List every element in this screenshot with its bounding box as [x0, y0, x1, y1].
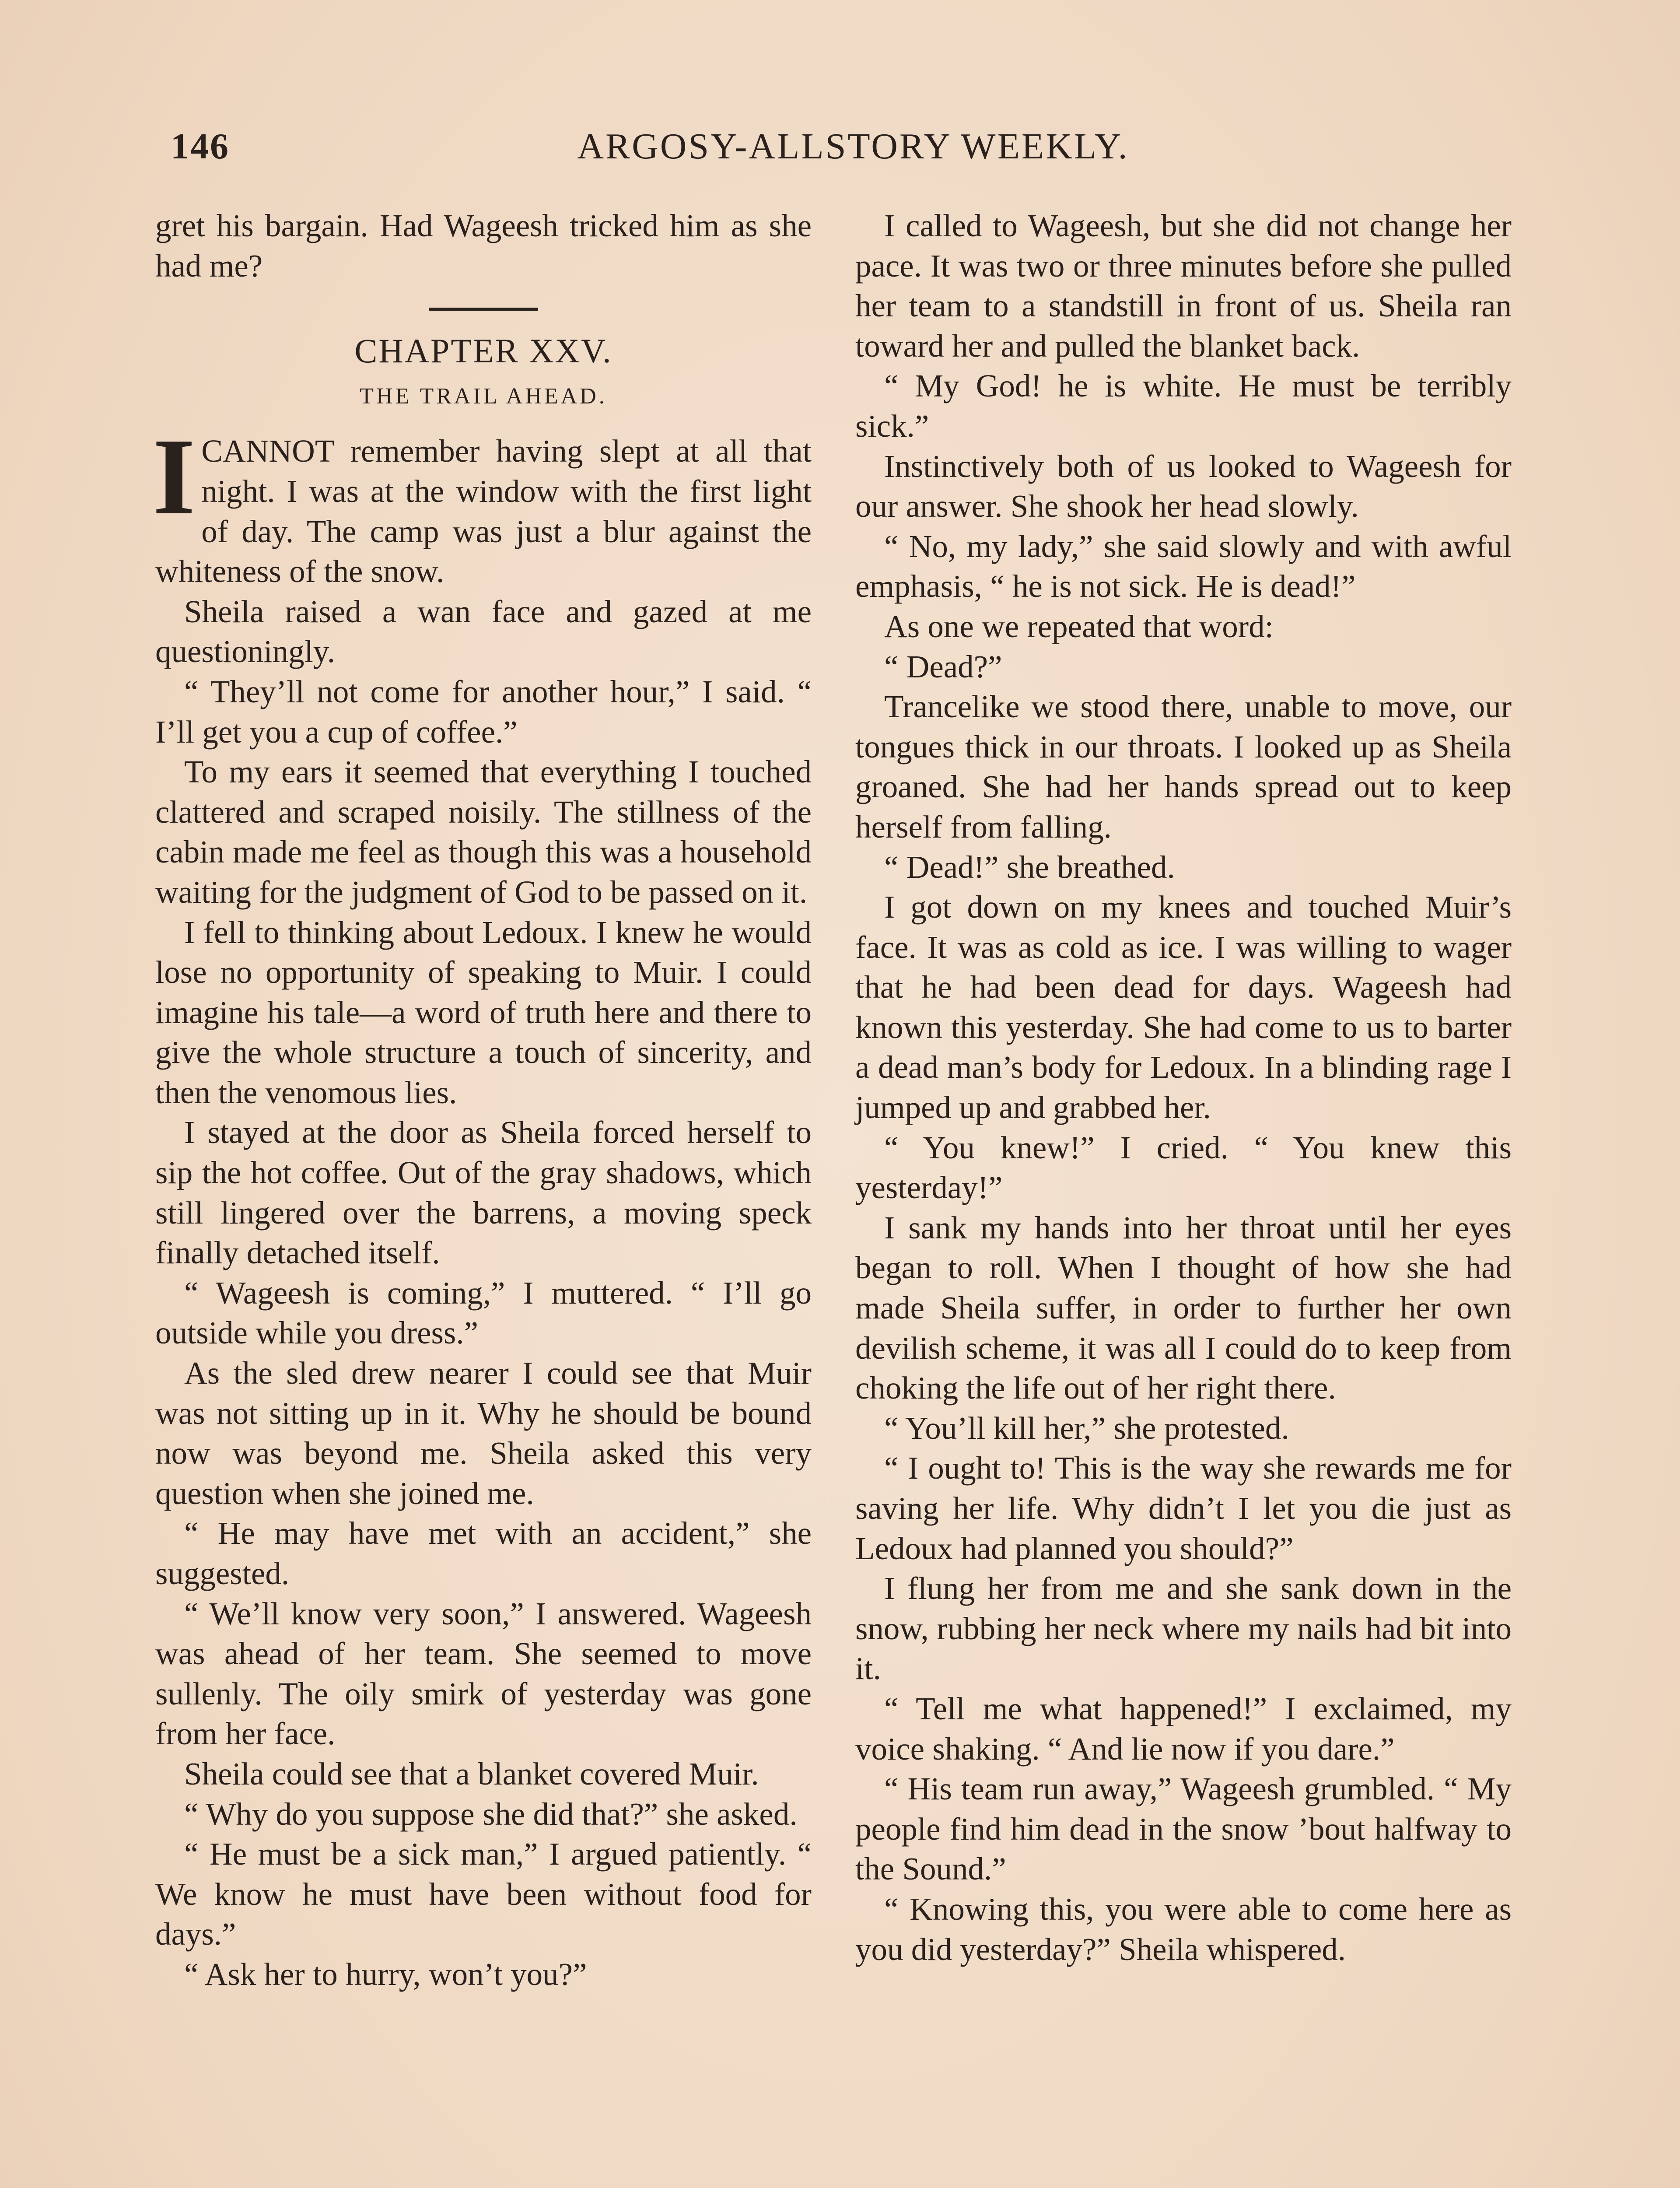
paragraph: “ My God! he is white. He must be terribly sick.”	[855, 368, 1512, 444]
page-header	[171, 125, 1536, 173]
paragraph: “ Ask her to hurry, won’t you?”	[184, 1956, 587, 1992]
paragraph: “ We’ll know very soon,” I answered. Wageesh was ahead of her team. She seemed to move sullenly. The oily smirk of yesterday was gone from her face.	[155, 1595, 812, 1752]
paragraph: “ Dead?”	[884, 649, 1002, 684]
section-divider	[429, 308, 538, 311]
paragraph: I flung her from me and she sank down in the snow, rubbing her neck where my nails had bit into it.	[855, 1571, 1512, 1687]
left-column	[155, 206, 812, 1995]
chapter-title: CHAPTER XXV.	[354, 332, 612, 370]
paragraph: “ Tell me what happened!” I exclaimed, my voice shaking. “ And lie now if you dare.”	[855, 1690, 1512, 1767]
opening-paragraph	[153, 416, 812, 591]
drop-cap: I	[153, 416, 196, 538]
paragraph: As one we repeated that word:	[884, 608, 1274, 644]
paragraph: “ I ought to! This is the way she rewards me for saving her life. Why didn’t I let you die just as Ledoux had planned you should?”	[855, 1450, 1512, 1566]
running-head: ARGOSY-ALLSTORY WEEKLY.	[577, 126, 1129, 167]
paragraph: Trancelike we stood there, unable to move, our tongues thick in our throats. I looked up as Sheila groaned. She had her hands spread out to keep herself from falling.	[855, 689, 1512, 845]
paragraph: As the sled drew nearer I could see that Muir was not sitting up in it. Why he should be bound now was beyond me. Sheila asked this very question when she joined me.	[155, 1355, 812, 1511]
page-number: 146	[171, 126, 230, 167]
paragraph: Sheila could see that a blanket covered Muir.	[184, 1756, 759, 1792]
paragraph: “ Knowing this, you were able to come here as you did yesterday?” Sheila whispered.	[855, 1891, 1512, 1967]
paragraph: “ He may have met with an accident,” she suggested.	[155, 1515, 812, 1591]
paragraph: “ Wageesh is coming,” I muttered. “ I’ll go outside while you dress.”	[155, 1275, 812, 1351]
paragraph: To my ears it seemed that everything I touched clattered and scraped noisily. The stillness of the cabin made me feel as though this was a household waiting for the judgment of God to be passed on it.	[155, 754, 812, 910]
right-column	[855, 206, 1512, 1969]
paragraph: I fell to thinking about Ledoux. I knew he would lose no opportunity of speaking to Muir. I could imagine his tale—a word of truth here and there to give the whole structure a touch of sincerity, and then the venomous lies.	[155, 914, 812, 1110]
paragraph: “ Dead!” she breathed.	[884, 849, 1175, 885]
chapter-subtitle: THE TRAIL AHEAD.	[360, 383, 607, 409]
paragraph: Instinctively both of us looked to Wageesh for our answer. She shook her head slowly.	[855, 448, 1512, 524]
paragraph: “ You’ll kill her,” she protested.	[884, 1410, 1289, 1446]
paragraph: I called to Wageesh, but she did not change her pace. It was two or three minutes before she pulled her team to a standstill in front of us. Sheila ran toward her and pulled the blanket back.	[855, 208, 1512, 364]
paragraph: “ You knew!” I cried. “ You knew this yesterday!”	[855, 1129, 1512, 1206]
paragraph: I got down on my knees and touched Muir’s face. It was as cold as ice. I was willing to wager that he had been dead for days. Wageesh had known this yesterday. She had come to us to barter a dead man’s body for Ledoux. In a blinding rage I jumped up and grabbed her.	[855, 889, 1512, 1126]
paragraph: I stayed at the door as Sheila forced herself to sip the hot coffee. Out of the gray shadows, which still lingered over the barrens, a moving speck finally detached itself.	[155, 1115, 812, 1271]
paragraph: I sank my hands into her throat until her eyes began to roll. When I thought of how she had made Sheila suffer, in order to further her own devilish scheme, it was all I could do to keep from choking the life out of her right there.	[855, 1210, 1512, 1406]
opening-text: CANNOT remember having slept at all that night. I was at the window with the first light of day. The camp was just a blur against the whiteness of the snow.	[155, 433, 812, 589]
paragraph: “ Why do you suppose she did that?” she asked.	[184, 1796, 798, 1832]
paragraph: “ His team run away,” Wageesh grumbled. “ My people find him dead in the snow ’bout halfway to the Sound.”	[855, 1771, 1512, 1887]
paragraph: “ He must be a sick man,” I argued patiently. “ We know he must have been without food for days.”	[155, 1836, 812, 1952]
paragraph: “ They’ll not come for another hour,” I said. “ I’ll get you a cup of coffee.”	[155, 673, 812, 750]
continuation-paragraph: gret his bargain. Had Wageesh tricked him as she had me?	[155, 208, 812, 284]
paragraph: Sheila raised a wan face and gazed at me questioningly.	[155, 593, 812, 670]
paragraph: “ No, my lady,” she said slowly and with awful emphasis, “ he is not sick. He is dead!”	[855, 528, 1512, 604]
